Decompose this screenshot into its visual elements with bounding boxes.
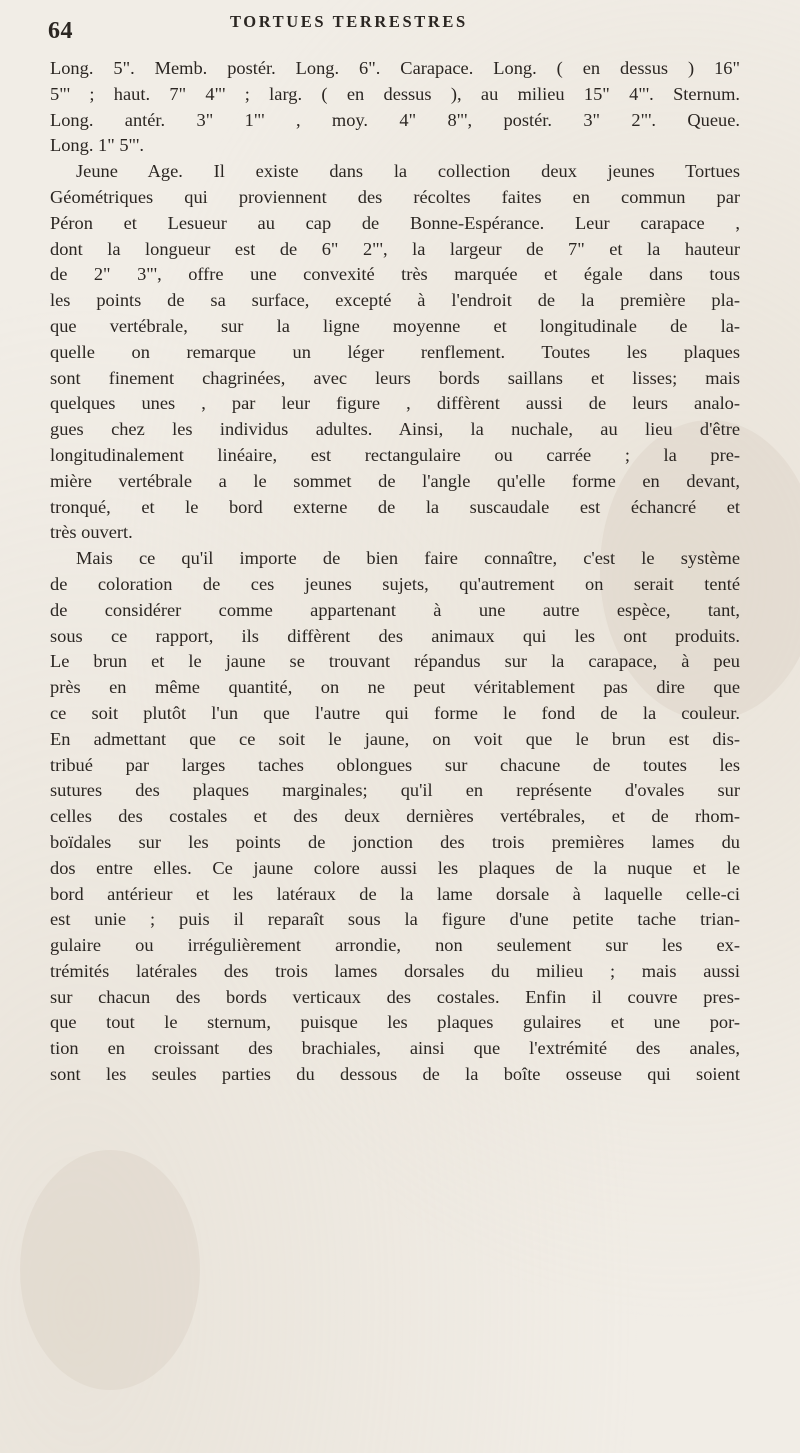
- text-line: mière vertébrale a le sommet de l'angle qu'elle forme en devant,: [50, 470, 740, 491]
- text-line: les points de sa surface, excepté à l'endroit de la première pla-: [50, 290, 740, 311]
- text-line: de coloration de ces jeunes sujets, qu'autrement on serait tenté: [50, 573, 740, 594]
- paragraph-coloration: [50, 546, 740, 1088]
- text-line: que tout le sternum, puisque les plaques gulaires et une por-: [50, 1012, 740, 1033]
- page-header: [48, 6, 748, 46]
- page-number: 64: [48, 18, 73, 44]
- text-line: Long. 1" 5"'.: [50, 135, 144, 156]
- text-line: est unie ; puis il reparaît sous la figure d'une petite tache trian-: [50, 909, 740, 930]
- body-text: [50, 56, 740, 1088]
- text-line: de 2" 3"', offre une convexité très marquée et égale dans tous: [50, 264, 740, 285]
- text-line: dont la longueur est de 6" 2"', la largeur de 7" et la hauteur: [50, 238, 740, 259]
- paragraph-jeune-age: [50, 159, 740, 546]
- text-line: de considérer comme appartenant à une autre espèce, tant,: [50, 599, 740, 620]
- text-line: En admettant que ce soit le jaune, on voit que le brun est dis-: [50, 728, 740, 749]
- text-line: bord antérieur et les latéraux de la lame dorsale à laquelle celle-ci: [50, 883, 740, 904]
- text-line: Mais ce qu'il importe de bien faire connaître, c'est le système: [76, 548, 740, 569]
- text-line: quelques unes , par leur figure , diffèrent aussi de leurs analo-: [50, 393, 740, 414]
- text-line: sont finement chagrinées, avec leurs bords saillans et lisses; mais: [50, 367, 740, 388]
- text-line: que vertébrale, sur la ligne moyenne et longitudinale de la-: [50, 315, 740, 336]
- text-line: près en même quantité, on ne peut véritablement pas dire que: [50, 677, 740, 698]
- text-line: longitudinalement linéaire, est rectangulaire ou carrée ; la pre-: [50, 444, 740, 465]
- text-line: boïdales sur les points de jonction des trois premières lames du: [50, 831, 740, 852]
- text-line: celles des costales et des deux dernières vertébrales, et de rhom-: [50, 806, 740, 827]
- text-line: gulaire ou irrégulièrement arrondie, non seulement sur les ex-: [50, 935, 740, 956]
- text-line: Péron et Lesueur au cap de Bonne-Espérance. Leur carapace ,: [50, 212, 740, 233]
- text-line: sont les seules parties du dessous de la boîte osseuse qui soient: [50, 1064, 740, 1085]
- text-line: Long. 5". Memb. postér. Long. 6". Carapace. Long. ( en dessus ) 16": [50, 58, 740, 78]
- text-line: tribué par larges taches oblongues sur chacune de toutes les: [50, 754, 740, 775]
- text-line: très ouvert.: [50, 522, 133, 543]
- text-line: sur chacun des bords verticaux des costales. Enfin il couvre pres-: [50, 986, 740, 1007]
- text-line: tronqué, et le bord externe de la suscaudale est échancré et: [50, 496, 740, 517]
- text-line: tion en croissant des brachiales, ainsi que l'extrémité des anales,: [50, 1038, 740, 1059]
- text-line: Jeune Age. Il existe dans la collection deux jeunes Tortues: [76, 161, 740, 182]
- text-line: trémités latérales des trois lames dorsales du milieu ; mais aussi: [50, 960, 740, 981]
- paragraph-measurements: [50, 56, 740, 159]
- text-line: ce soit plutôt l'un que l'autre qui forme le fond de la couleur.: [50, 702, 740, 723]
- text-line: Le brun et le jaune se trouvant répandus sur la carapace, à peu: [50, 651, 740, 672]
- text-line: Géométriques qui proviennent des récoltes faites en commun par: [50, 186, 740, 207]
- text-line: 5"' ; haut. 7" 4"' ; larg. ( en dessus ), au milieu 15" 4"'. Sternum.: [50, 83, 740, 104]
- text-line: Long. antér. 3" 1"' , moy. 4" 8"', postér. 3" 2"'. Queue.: [50, 109, 740, 130]
- paper-stain: [20, 1150, 200, 1390]
- text-line: sous ce rapport, ils diffèrent des animaux qui les ont produits.: [50, 625, 740, 646]
- text-line: dos entre elles. Ce jaune colore aussi les plaques de la nuque et le: [50, 857, 740, 878]
- text-line: sutures des plaques marginales; qu'il en représente d'ovales sur: [50, 780, 740, 801]
- running-head: TORTUES TERRESTRES: [230, 12, 468, 31]
- text-line: quelle on remarque un léger renflement. Toutes les plaques: [50, 341, 740, 362]
- text-line: gues chez les individus adultes. Ainsi, la nuchale, au lieu d'être: [50, 419, 740, 440]
